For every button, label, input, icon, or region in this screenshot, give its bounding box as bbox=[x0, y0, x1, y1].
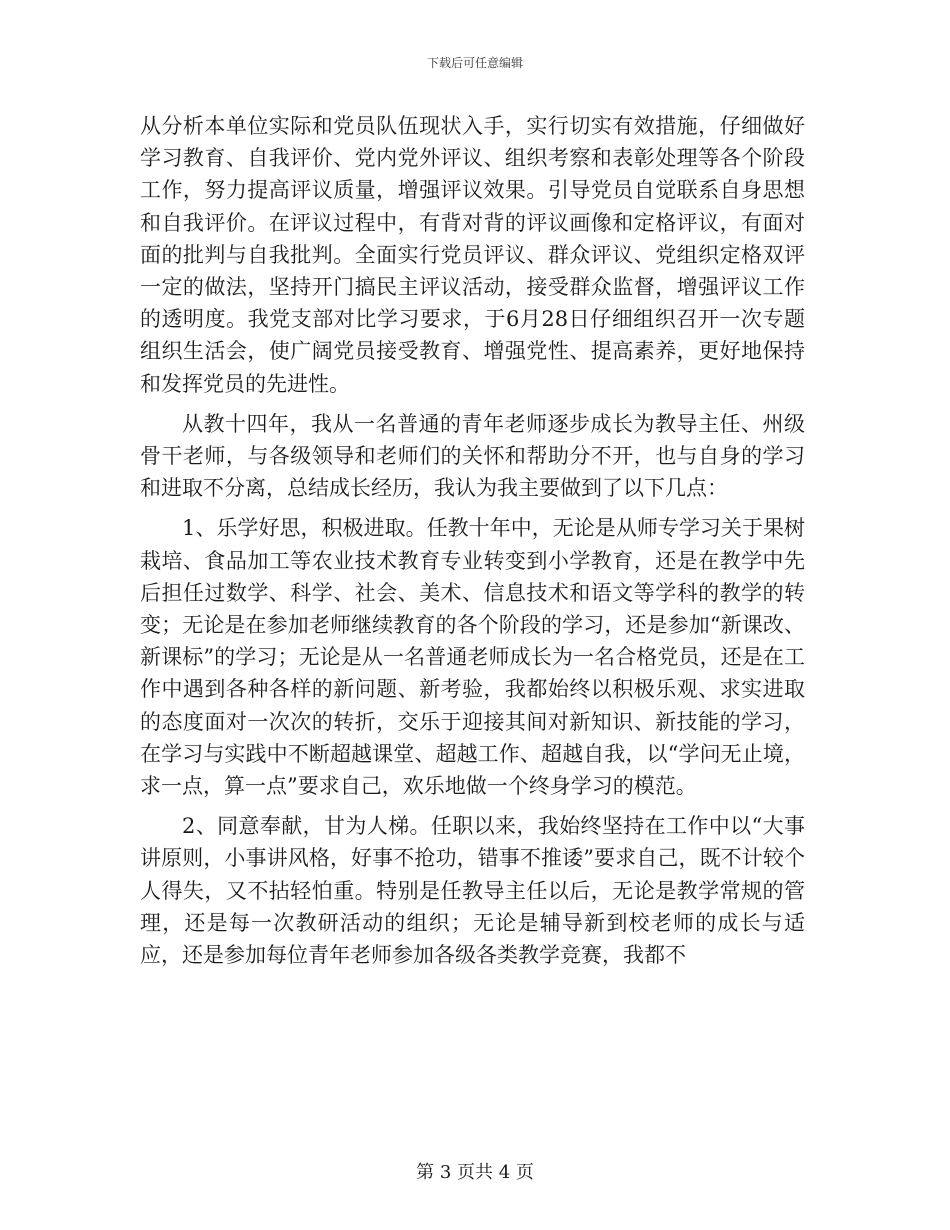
paragraph-3: 1、乐学好思，积极进取。任教十年中，无论是从师专学习关于果树栽培、食品加工等农业技术教育专业转变到小学教育，还是在教学中先后担任过数学、科学、社会、美术、信息技术和语文等学科的教学的转变；无论是在参加老师继续教育的各个阶段的学习，还是参加“新课改、新课标”的学习；无论是从一名普通老师成长为一名合格党员，还是在工作中遇到各种各样的新问题、新考验，我都始终以积极乐观、求实进取的态度面对一次次的转折，交乐于迎接其间对新知识、新技能的学习，在学习与实践中不断超越课堂、超越工作、超越自我，以“学问无止境，求一点，算一点”要求自己，欢乐地做一个终身学习的模范。 bbox=[140, 516, 805, 799]
paragraph-4: 2、同意奉献，甘为人梯。任职以来，我始终坚持在工作中以“大事讲原则，小事讲风格，好事不抢功，错事不推诿”要求自己，既不计较个人得失，又不拈轻怕重。特别是任教导主任以后，无论是教学常规的管理，还是每一次教研活动的组织；无论是辅导新到校老师的成长与适应，还是参加每位青年老师参加各级各类教学竞赛，我都不 bbox=[140, 814, 805, 968]
page-number-footer: 第 3 页共 4 页 bbox=[416, 1162, 534, 1183]
paragraph-1: 从分析本单位实际和党员队伍现状入手，实行切实有效措施，仔细做好学习教育、自我评价、党内党外评议、组织考察和表彰处理等各个阶段工作，努力提高评议质量，增强评议效果。引导党员自觉联系自身思想和自我评价。在评议过程中，有背对背的评议画像和定格评议，有面对面的批判与自我批判。全面实行党员评议、群众评议、党组织定格双评一定的做法，坚持开门搞民主评议活动，接受群众监督，增强评议工作的透明度。我党支部对比学习要求，于6月28日仔细组织召开一次专题组织生活会，使广阔党员接受教育、增强党性、提高素养，更好地保持和发挥党员的先进性。 bbox=[140, 114, 805, 396]
document-body bbox=[140, 110, 805, 971]
paragraph-2: 从教十四年，我从一名普通的青年老师逐步成长为教导主任、州级骨干老师，与各级领导和老师们的关怀和帮助分不开，也与自身的学习和进取不分离，总结成长经历，我认为我主要做到了以下几点： bbox=[140, 411, 805, 501]
page-header-note: 下载后可任意编辑 bbox=[426, 56, 523, 70]
